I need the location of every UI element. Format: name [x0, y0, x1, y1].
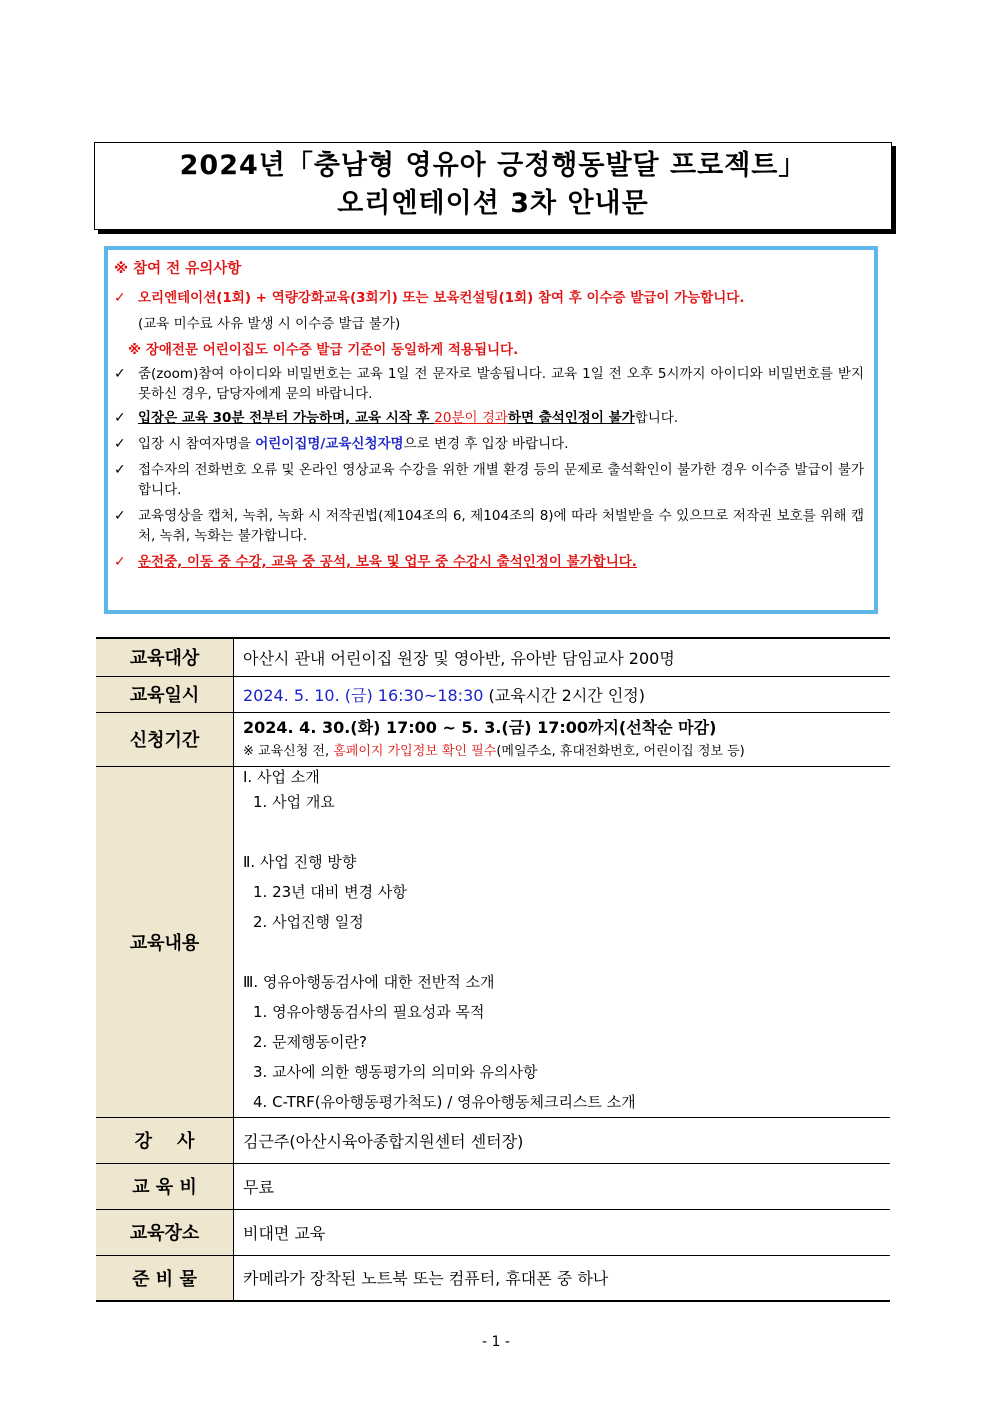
notice-item-4	[108, 434, 874, 454]
table-row-apply	[96, 712, 890, 766]
notice-item-2-text: 줌(zoom)참여 아이디와 비밀번호는 교육 1일 전 문자로 발송됩니다. 교육 1일 전 오후 5시까지 아이디와 비밀번호를 받지 못하신 경우, 담당자에게 문의 바랍니다.	[138, 366, 864, 402]
notice-item-3-text-a: 입장은 교육 30분 전부터 가능하며, 교육 시작 후	[138, 410, 435, 426]
notice-item-1-sub: (교육 미수료 사유 발생 시 이수증 발급 불가)	[138, 316, 401, 332]
content-section-3: Ⅲ. 영유아행동검사에 대한 전반적 소개	[243, 972, 495, 991]
notice-item-5-text: 접수자의 전화번호 오류 및 온라인 영상교육 수강을 위한 개별 환경 등의 문제로 출석확인이 불가한 경우 이수증 발급이 불가합니다.	[138, 462, 864, 498]
notice-item-1	[108, 288, 874, 308]
value-date-note: (교육시간 2시간 인정)	[483, 685, 646, 705]
notice-item-3-text-d: 합니다.	[634, 410, 679, 426]
notice-item-1-note: ※ 장애전문 어린이집도 이수증 발급 기준이 동일하게 적용됩니다.	[128, 342, 519, 358]
notice-item-7	[108, 552, 874, 572]
table-row-fee	[96, 1163, 890, 1209]
content-item-1-1: 1. 사업 개요	[253, 792, 335, 811]
table-row-prep	[96, 1255, 890, 1301]
label-content: 교육내용	[96, 766, 234, 1117]
label-prep: 준 비 물	[96, 1255, 234, 1301]
notice-item-4-text-c: 으로 변경 후 입장 바랍니다.	[403, 436, 569, 452]
check-icon: ✓	[114, 290, 126, 306]
notice-item-1-text: 오리엔테이션(1회) + 역량강화교육(3회기) 또는 보육컨설팅(1회) 참여 후 이수증 발급이 가능합니다.	[138, 290, 745, 306]
notice-item-3-text-b: 20분이 경과	[434, 410, 508, 426]
table-row-place	[96, 1209, 890, 1255]
check-icon: ✓	[114, 366, 126, 382]
check-icon: ✓	[114, 410, 126, 426]
value-fee: 무료	[234, 1163, 891, 1209]
content-item-3-1: 1. 영유아행동검사의 필요성과 목적	[253, 1002, 485, 1021]
table-row-content	[96, 766, 890, 1117]
notice-item-4-text-a: 입장 시 참여자명을	[138, 436, 256, 452]
value-target: 아산시 관내 어린이집 원장 및 영아반, 유아반 담임교사 200명	[234, 638, 891, 676]
check-icon: ✓	[114, 508, 126, 524]
course-info-table	[96, 637, 890, 1302]
notice-item-2	[108, 364, 874, 404]
value-content-cell	[234, 766, 891, 1117]
value-date-cell	[234, 676, 891, 712]
label-apply: 신청기간	[96, 712, 234, 766]
notice-item-6	[108, 506, 874, 546]
content-section-1: Ⅰ. 사업 소개	[243, 767, 320, 786]
table-row-target	[96, 638, 890, 676]
value-apply-cell	[234, 712, 891, 766]
apply-note-c: (메일주소, 휴대전화번호, 어린이집 정보 등)	[496, 744, 745, 759]
notice-item-6-text: 교육영상을 캡처, 녹취, 녹화 시 저작권법(제104조의 6, 제104조의 8)에 따라 처벌받을 수 있으므로 저작권 보호를 위해 캡처, 녹취, 녹화는 불가합니다.	[138, 508, 864, 544]
notice-item-3	[108, 408, 874, 428]
table-row-date	[96, 676, 890, 712]
title-line-1: 2024년「충남형 영유아 긍정행동발달 프로젝트」	[179, 150, 807, 181]
notice-item-4-text-b: 어린이집명/교육신청자명	[255, 436, 404, 452]
label-place: 교육장소	[96, 1209, 234, 1255]
label-date: 교육일시	[96, 676, 234, 712]
page-number: - 1 -	[482, 1334, 510, 1350]
content-spacer	[243, 817, 890, 847]
content-item-3-2: 2. 문제행동이란?	[253, 1032, 367, 1051]
document-title-box	[94, 142, 892, 230]
value-date: 2024. 5. 10. (금) 16:30~18:30	[243, 685, 484, 705]
content-spacer	[243, 937, 890, 967]
value-lecturer: 김근주(아산시육아종합지원센터 센터장)	[234, 1117, 891, 1163]
notice-box	[104, 246, 878, 614]
check-icon: ✓	[114, 462, 126, 478]
label-lecturer: 강 사	[96, 1117, 234, 1163]
notice-heading: ※ 참여 전 유의사항	[114, 261, 242, 277]
value-apply: 2024. 4. 30.(화) 17:00 ~ 5. 3.(금) 17:00까지(선착순 마감)	[243, 718, 717, 737]
label-fee: 교 육 비	[96, 1163, 234, 1209]
apply-note	[243, 741, 890, 763]
value-place: 비대면 교육	[234, 1209, 891, 1255]
apply-note-a: ※ 교육신청 전,	[243, 744, 334, 759]
notice-item-5	[108, 460, 874, 500]
content-item-3-3: 3. 교사에 의한 행동평가의 의미와 유의사항	[253, 1062, 538, 1081]
content-section-2: Ⅱ. 사업 진행 방향	[243, 852, 357, 871]
check-icon: ✓	[114, 436, 126, 452]
content-item-2-2: 2. 사업진행 일정	[253, 912, 364, 931]
notice-item-3-text-c: 하면 출석인정이 불가	[507, 410, 635, 426]
content-item-3-4: 4. C-TRF(유아행동평가척도) / 영유아행동체크리스트 소개	[253, 1092, 636, 1111]
notice-item-7-text: 운전중, 이동 중 수강, 교육 중 공석, 보육 및 업무 중 수강시 출석인정이 불가합니다.	[138, 554, 637, 570]
check-icon: ✓	[114, 554, 126, 570]
content-item-2-1: 1. 23년 대비 변경 사항	[253, 882, 407, 901]
apply-note-b: 홈페이지 가입정보 확인 필수	[333, 744, 497, 759]
value-prep: 카메라가 장착된 노트북 또는 컴퓨터, 휴대폰 중 하나	[234, 1255, 891, 1301]
title-line-2: 오리엔테이션 3차 안내문	[337, 188, 649, 219]
label-target: 교육대상	[96, 638, 234, 676]
table-row-lecturer	[96, 1117, 890, 1163]
